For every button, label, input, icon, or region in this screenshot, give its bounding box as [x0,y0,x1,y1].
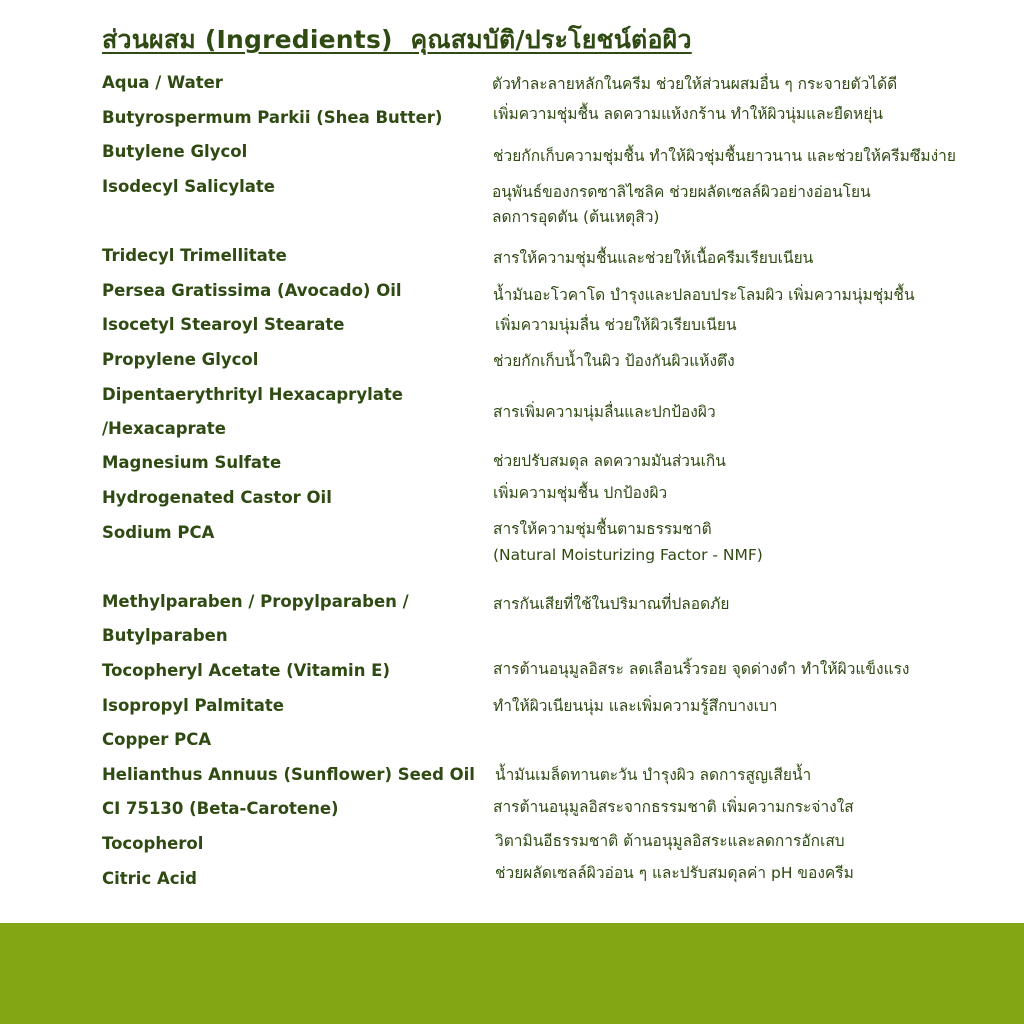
ingredient-benefit: อนุพันธ์ของกรดซาลิไซลิค ช่วยผลัดเซลล์ผิวอย่างอ่อนโยน [492,183,871,201]
ingredient-benefit: เพิ่มความชุ่มชื้น ปกป้องผิว [493,484,668,502]
ingredient-benefit: น้ำมันอะโวคาโด บำรุงและปลอบประโลมผิว เพิ่มความนุ่มชุ่มชื้น [493,286,915,304]
footer-band [0,923,1024,1024]
ingredient-name: Sodium PCA [102,523,215,542]
ingredient-name: Isocetyl Stearoyl Stearate [102,315,345,334]
ingredient-benefit: ทำให้ผิวเนียนนุ่ม และเพิ่มความรู้สึกบางเบา [493,697,778,715]
ingredient-name: Copper PCA [102,730,212,749]
ingredient-name: Magnesium Sulfate [102,453,282,472]
ingredient-benefit: ช่วยผลัดเซลล์ผิวอ่อน ๆ และปรับสมดุลค่า pH ของครีม [495,864,854,882]
ingredient-name: Methylparaben / Propylparaben / [102,592,409,611]
ingredient-benefit: สารเพิ่มความนุ่มลื่นและปกป้องผิว [493,403,716,421]
ingredient-name: Tocopheryl Acetate (Vitamin E) [102,661,390,680]
ingredient-benefit: ช่วยกักเก็บน้ำในผิว ป้องกันผิวแห้งตึง [493,352,735,370]
ingredient-benefit: เพิ่มความชุ่มชื้น ลดความแห้งกร้าน ทำให้ผิวนุ่มและยืดหยุ่น [493,105,883,123]
ingredient-name: Citric Acid [102,869,197,888]
ingredient-benefit: สารต้านอนุมูลอิสระ ลดเลือนริ้วรอย จุดด่างดำ ทำให้ผิวแข็งแรง [493,660,910,678]
ingredient-name: Hydrogenated Castor Oil [102,488,332,507]
ingredient-benefit: ลดการอุดตัน (ต้นเหตุสิว) [492,208,660,226]
ingredient-name: CI 75130 (Beta-Carotene) [102,799,339,818]
ingredient-name: Butyrospermum Parkii (Shea Butter) [102,108,443,127]
ingredient-name: Isodecyl Salicylate [102,177,275,196]
ingredient-benefit: สารให้ความชุ่มชื้นและช่วยให้เนื้อครีมเรียบเนียน [493,249,814,267]
ingredient-benefit: (Natural Moisturizing Factor - NMF) [493,546,763,564]
ingredient-benefit: สารกันเสียที่ใช้ในปริมาณที่ปลอดภัย [493,595,730,613]
ingredient-name: Tridecyl Trimellitate [102,246,287,265]
ingredient-benefit: น้ำมันเมล็ดทานตะวัน บำรุงผิว ลดการสูญเสียน้ำ [495,766,812,784]
ingredient-benefit: สารให้ความชุ่มชื้นตามธรรมชาติ [493,520,712,538]
ingredient-name: Butylene Glycol [102,142,248,161]
ingredient-benefit: สารต้านอนุมูลอิสระจากธรรมชาติ เพิ่มความกระจ่างใส [493,798,854,816]
ingredient-benefit: ตัวทำละลายหลักในครีม ช่วยให้ส่วนผสมอื่น ๆ กระจายตัวได้ดี [492,75,898,93]
ingredient-name: Tocopherol [102,834,204,853]
ingredient-name: Persea Gratissima (Avocado) Oil [102,281,402,300]
ingredient-name: Propylene Glycol [102,350,259,369]
ingredient-benefit: เพิ่มความนุ่มลื่น ช่วยให้ผิวเรียบเนียน [495,316,737,334]
ingredient-benefit: ช่วยกักเก็บความชุ่มชื้น ทำให้ผิวชุ่มชื้นยาวนาน และช่วยให้ครีมซึมง่าย [493,147,956,165]
ingredient-name: Dipentaerythrityl Hexacaprylate [102,385,403,404]
ingredient-name: /Hexacaprate [102,419,226,438]
ingredient-name: Helianthus Annuus (Sunflower) Seed Oil [102,765,475,784]
ingredient-benefit: ช่วยปรับสมดุล ลดความมันส่วนเกิน [493,452,726,470]
ingredient-name: Butylparaben [102,626,228,645]
ingredient-benefit: วิตามินอีธรรมชาติ ต้านอนุมูลอิสระและลดการอักเสบ [495,832,845,850]
page-title: ส่วนผสม (Ingredients) คุณสมบัติ/ประโยชน์ต่อผิว [102,25,692,54]
ingredient-name: Isopropyl Palmitate [102,696,284,715]
ingredient-name: Aqua / Water [102,73,223,92]
